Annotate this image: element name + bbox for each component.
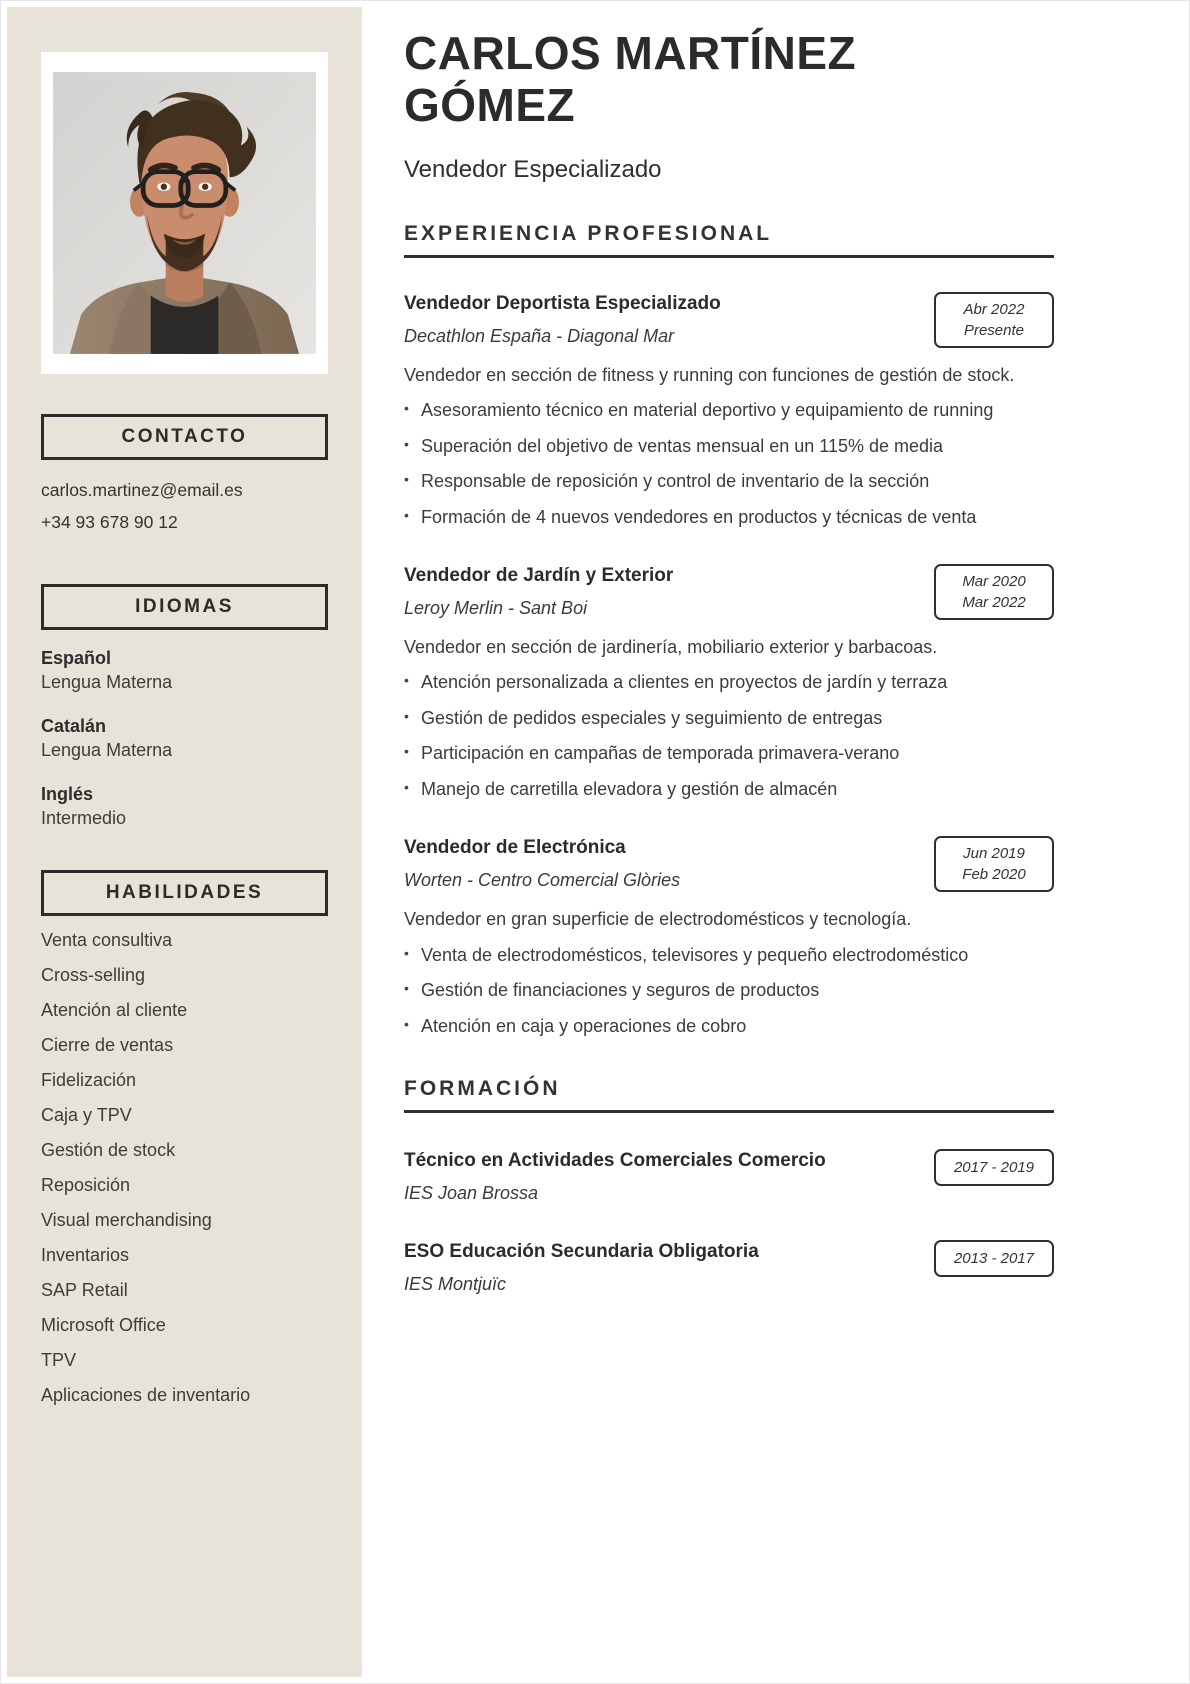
sidebar xyxy=(7,7,362,1677)
date-start: Mar 2020 xyxy=(962,573,1026,591)
education-title: Técnico en Actividades Comerciales Comercio xyxy=(404,1150,826,1172)
skill-item: Venta consultiva xyxy=(41,930,173,950)
job-date-badge xyxy=(934,836,1054,892)
bullet-item: • Atención en caja y operaciones de cobro xyxy=(404,1014,1044,1040)
bullet-item: • Superación del objetivo de ventas mensual en un 115% de media xyxy=(404,434,1044,460)
person-title: Vendedor Especializado xyxy=(404,155,662,183)
skill-item: Inventarios xyxy=(41,1245,130,1265)
language-level: Lengua Materna xyxy=(41,672,173,692)
languages-heading: IDIOMAS xyxy=(135,596,234,617)
skill-item: Microsoft Office xyxy=(41,1315,166,1335)
skill-item: Aplicaciones de inventario xyxy=(41,1385,251,1405)
skills-list xyxy=(41,929,276,1406)
skill-item: Atención al cliente xyxy=(41,1000,188,1020)
job-title: Vendedor Deportista Especializado xyxy=(404,292,721,314)
skill-item: Caja y TPV xyxy=(41,1105,132,1125)
skill-item: Fidelización xyxy=(41,1070,137,1090)
date-start: Jun 2019 xyxy=(963,845,1025,863)
section-experience-heading: EXPERIENCIA PROFESIONAL xyxy=(404,222,1054,258)
skill-item: Gestión de stock xyxy=(41,1140,176,1160)
bullet-item: • Asesoramiento técnico en material deportivo y equipamiento de running xyxy=(404,398,1044,424)
person-name: CARLOS MARTÍNEZ GÓMEZ xyxy=(404,27,857,132)
skill-item: SAP Retail xyxy=(41,1280,128,1300)
skills-heading: HABILIDADES xyxy=(105,882,264,903)
date-start: Abr 2022 xyxy=(963,300,1025,318)
education-school: IES Montjuïc xyxy=(404,1273,507,1294)
job-summary: Vendedor en gran superficie de electrodomésticos y tecnología. xyxy=(404,909,912,930)
skills-heading-box xyxy=(41,870,328,916)
profile-photo xyxy=(41,52,328,374)
job-company: Worten - Centro Comercial Glòries xyxy=(404,870,681,891)
education-title: ESO Educación Secundaria Obligatoria xyxy=(404,1240,759,1262)
skill-item: Visual merchandising xyxy=(41,1210,212,1230)
job-entry xyxy=(404,836,1054,1039)
language-level: Intermedio xyxy=(41,808,127,828)
portrait-illustration xyxy=(53,64,316,362)
bullet-item: • Gestión de pedidos especiales y seguimiento de entregas xyxy=(404,706,1044,732)
job-company: Decathlon España - Diagonal Mar xyxy=(404,325,675,346)
bullet-item: • Formación de 4 nuevos vendedores en productos y técnicas de venta xyxy=(404,505,1044,531)
bullet-item: • Participación en campañas de temporada primavera-verano xyxy=(404,741,1044,767)
job-summary: Vendedor en sección de fitness y running con funciones de gestión de stock. xyxy=(404,364,1015,385)
bullet-item: • Manejo de carretilla elevadora y gestión de almacén xyxy=(404,777,1044,803)
job-company: Leroy Merlin - Sant Boi xyxy=(404,597,588,618)
job-bullet-list xyxy=(404,398,1044,530)
language-name: Español xyxy=(41,648,112,668)
job-bullet-list xyxy=(404,670,1044,802)
contact-email: carlos.martinez@email.es xyxy=(41,480,243,500)
date-end: Mar 2022 xyxy=(962,594,1026,612)
languages-heading-box xyxy=(41,584,328,630)
education-entry xyxy=(404,1240,1054,1295)
contact-heading: CONTACTO xyxy=(121,426,248,447)
language-name: Catalán xyxy=(41,716,107,736)
date-end: Feb 2020 xyxy=(962,866,1026,884)
job-date-badge xyxy=(934,292,1054,348)
job-entry xyxy=(404,292,1054,530)
job-entry xyxy=(404,564,1054,802)
language-item xyxy=(41,782,328,830)
skill-item: TPV xyxy=(41,1350,77,1370)
contact-phone: +34 93 678 90 12 xyxy=(41,512,178,532)
job-summary: Vendedor en sección de jardinería, mobiliario exterior y barbacoas. xyxy=(404,637,938,658)
date-end: Presente xyxy=(963,321,1025,339)
bullet-item: • Atención personalizada a clientes en proyectos de jardín y terraza xyxy=(404,670,1044,696)
language-name: Inglés xyxy=(41,784,94,804)
language-item xyxy=(41,646,328,694)
job-bullet-list xyxy=(404,943,1044,1040)
skill-item: Cierre de ventas xyxy=(41,1035,174,1055)
education-date-badge: 2017 - 2019 xyxy=(934,1149,1054,1186)
education-school: IES Joan Brossa xyxy=(404,1182,539,1203)
bullet-item: • Gestión de financiaciones y seguros de productos xyxy=(404,978,1044,1004)
section-education-heading: FORMACIÓN xyxy=(404,1077,1054,1113)
education-date-badge: 2013 - 2017 xyxy=(934,1240,1054,1277)
education-entry xyxy=(404,1149,1054,1204)
language-item xyxy=(41,714,328,762)
bullet-item: • Responsable de reposición y control de inventario de la sección xyxy=(404,469,1044,495)
main-column xyxy=(362,7,1054,1677)
skill-item: Reposición xyxy=(41,1175,131,1195)
contact-heading-box xyxy=(41,414,328,460)
bullet-item: • Venta de electrodomésticos, televisores y pequeño electrodoméstico xyxy=(404,943,1044,969)
skill-item: Cross-selling xyxy=(41,965,146,985)
job-title: Vendedor de Jardín y Exterior xyxy=(404,565,674,587)
job-date-badge xyxy=(934,564,1054,620)
job-title: Vendedor de Electrónica xyxy=(404,837,626,859)
language-level: Lengua Materna xyxy=(41,740,173,760)
